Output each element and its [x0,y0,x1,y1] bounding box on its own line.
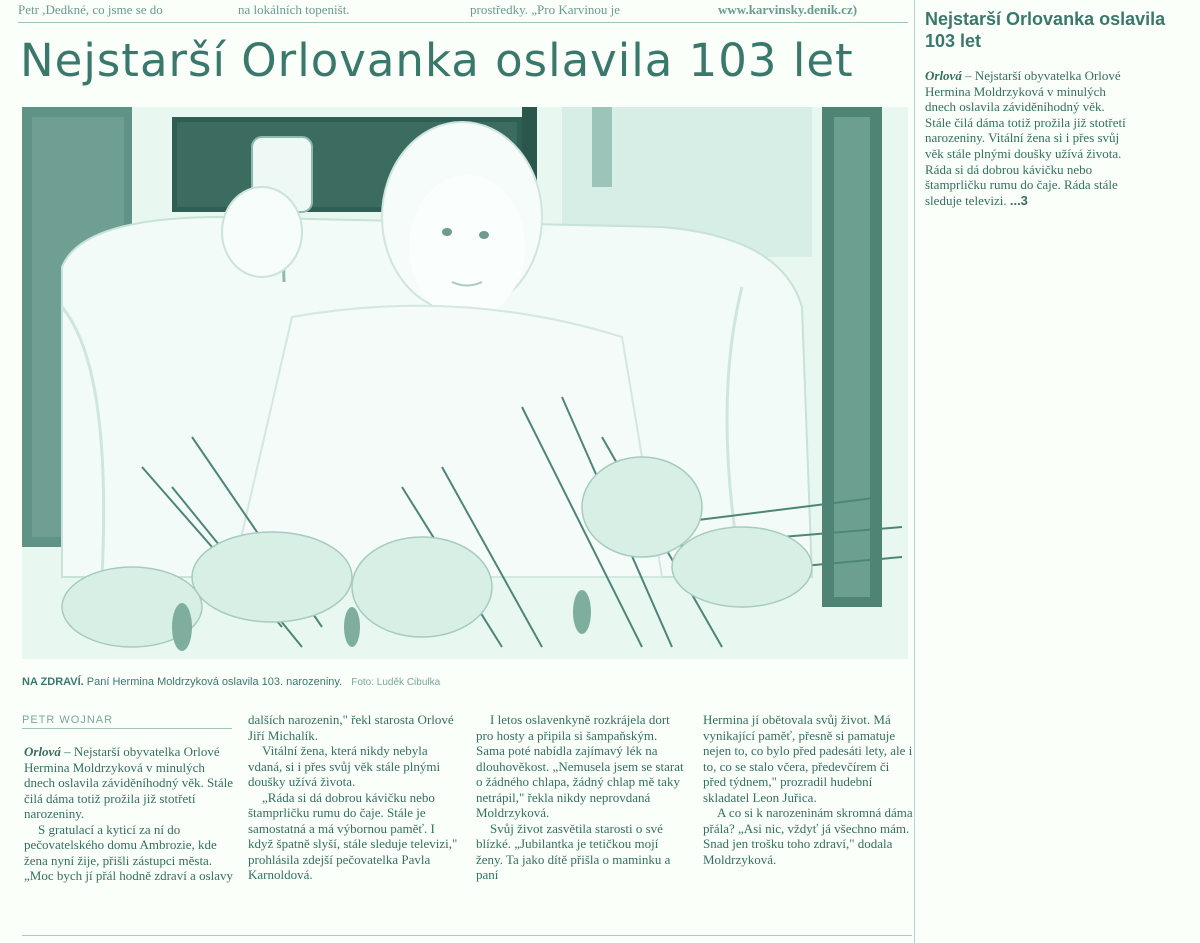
article-photo [22,107,908,659]
sidebar-text: – Nejstarší obyvatelka Orlové Hermina Moldrzyková v minulých dnech oslavila záviděníhodný věk. Stále čilá dáma totiž prožila již stotřetí narozeniny. Vitální žena si i přes svůj věk stále plnými doušky užívá života. Ráda si dá dobrou kávičku nebo štamprličku rumu do čaje. Ráda stále sleduje televizi. [925,68,1126,208]
article-column-1 [24,744,236,884]
photo-credit: Foto: Luděk Cibulka [351,677,441,688]
photo-caption [22,676,722,688]
article-column-4 [703,712,915,867]
col2-paragraph-2: Vitální žena, která nikdy nebyla vdaná, si i přes svůj věk stále plnými doušky užívá života. [248,743,441,789]
caption-lead: NA ZDRAVÍ. [22,676,84,688]
col3-paragraph-2: Svůj život zasvětila starosti o své blízké. „Jubilantka je tetičkou mojí ženy. Ta jako dítě přišla o maminku a paní [476,820,671,882]
col1-paragraph-2: S gratulací a kyticí za ní do pečovatelského domu Ambrozie, kde žena nyní žije, přišli zástupci města. „Moc bych jí přál hodně zdraví a oslavy [24,821,234,883]
col4-paragraph-2: A co si k narozeninám skromná dáma přála? „Asi nic, vždyť já všechno mám. Snad jen trošku toho zdraví," dodala Moldrzyková. [703,805,913,867]
article-column-3 [476,712,688,883]
col1-paragraph-1 [24,744,236,822]
col4-paragraph-1: Hermina jí obětovala svůj život. Má vynikající paměť, přesně si pamatuje nejen to, co bylo před padesáti lety, ale i to, co se stalo včera, předevčírem či před týdnem," prozradil hudební skladatel Leon Juřica. [703,712,913,805]
top-fragment-right: prostředky. „Pro Karvinou je [470,2,621,17]
top-fragment-left: Petr ,Dedkné, co jsme se do [18,2,163,17]
article-headline: Nejstarší Orlovanka oslavila 103 let [20,34,854,87]
sidebar-divider [914,0,915,943]
caption-text: Paní Hermina Moldrzyková oslavila 103. narozeniny. [86,676,343,688]
col1-text-1: – Nejstarší obyvatelka Orlové Hermina Moldrzyková v minulých dnech oslavila záviděníhodný věk. Stále čilá dáma totiž prožila již stotřetí narozeniny. [24,744,234,821]
sidebar-more-link[interactable]: ...3 [1009,192,1028,208]
bottom-rule [22,935,912,936]
sidebar-body [925,68,1130,208]
byline: PETR WOJNAR [22,714,232,729]
col3-paragraph-1: I letos oslavenkyně rozkrájela dort pro hosty a připila si šampaňským. Sama poté nabídla zajímavý lék na dlouhověkost. „Nemusela jsem se starat o žádného chlapa, žádný chlap mě taky netrápil," řekla nikdy neprovdaná Moldrzyková. [476,712,684,820]
place-name: Orlová [24,744,61,759]
sidebar-title: Nejstarší Orlovanka oslavila 103 let [925,9,1166,51]
col2-paragraph-3: „Ráda si dá dobrou kávičku nebo štamprličku rumu do čaje. Stále je samostatná a má výbornou paměť. I když špatně slyší, stále sleduje televizi," prohlásila zdejší pečovatelka Pavla Karnoldová. [248,789,458,882]
site-url: www.karvinsky.denik.cz) [718,2,858,17]
article-column-2 [248,712,460,883]
sidebar-place: Orlová [925,68,962,83]
col2-paragraph-1: dalších narozenin," řekl starosta Orlové Jiří Michalík. [248,712,454,743]
top-strip [18,0,908,23]
top-fragment-mid: na lokálních topeništ. [238,2,350,17]
